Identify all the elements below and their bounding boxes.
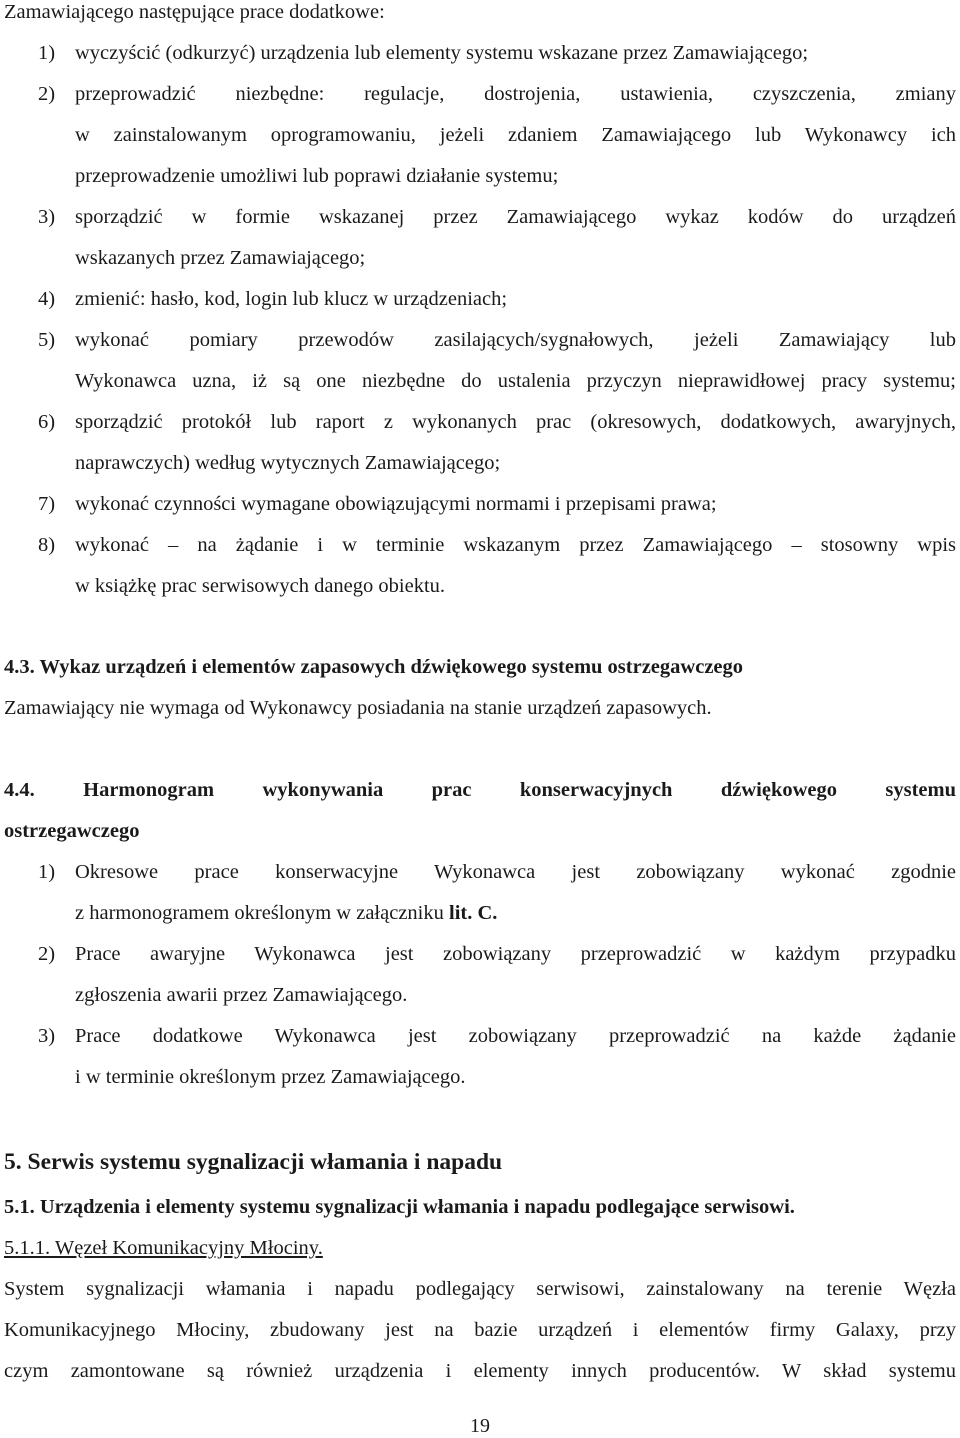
- list-item-line: wykonać czynności wymagane obowiązującymi normami i przepisami prawa;: [75, 493, 717, 515]
- paragraph-line: Komunikacyjnego Młociny, zbudowany jest na bazie urządzeń i elementów firmy Galaxy, przy: [4, 1319, 956, 1341]
- list-item-line: sporządzić w formie wskazanej przez Zamawiającego wykaz kodów do urządzeń: [75, 206, 956, 228]
- list-item-line: zgłoszenia awarii przez Zamawiającego.: [75, 984, 408, 1006]
- list-item-line: sporządzić protokół lub raport z wykonanych prac (okresowych, dodatkowych, awaryjnych,: [75, 411, 956, 433]
- list-item-line: [75, 901, 956, 925]
- section-heading-4-3: 4.3. Wykaz urządzeń i elementów zapasowych dźwiękowego systemu ostrzegawczego: [4, 656, 744, 678]
- list-item-line: przeprowadzić niezbędne: regulacje, dostrojenia, ustawienia, czyszczenia, zmiany: [75, 83, 956, 105]
- list-item-line: wykonać – na żądanie i w terminie wskazanym przez Zamawiającego – stosowny wpis: [75, 534, 956, 556]
- list-item-number: 6): [38, 411, 56, 433]
- list-item-line: naprawczych) według wytycznych Zamawiającego;: [75, 452, 501, 474]
- list-item-number: 4): [38, 288, 56, 310]
- section-heading-5-1: 5.1. Urządzenia i elementy systemu sygnalizacji włamania i napadu podlegające serwisowi.: [4, 1196, 795, 1218]
- list-item-line: w książkę prac serwisowych danego obiektu.: [75, 575, 446, 597]
- list-item-text: z harmonogramem określonym w załączniku: [75, 902, 449, 924]
- list-item-number: 2): [38, 943, 56, 965]
- section-heading-5-1-1: 5.1.1. Węzeł Komunikacyjny Młociny.: [4, 1237, 323, 1259]
- intro-text: Zamawiającego następujące prace dodatkowe:: [4, 1, 385, 23]
- list-item-line: Prace dodatkowe Wykonawca jest zobowiązany przeprowadzić na każde żądanie: [75, 1025, 956, 1047]
- list-item-line: wskazanych przez Zamawiającego;: [75, 247, 366, 269]
- list-item-line: Okresowe prace konserwacyjne Wykonawca jest zobowiązany wykonać zgodnie: [75, 861, 956, 883]
- list-item-line: i w terminie określonym przez Zamawiającego.: [75, 1066, 466, 1088]
- list-item-number: 3): [38, 206, 56, 228]
- list-item-number: 3): [38, 1025, 56, 1047]
- list-item-line: wykonać pomiary przewodów zasilających/sygnałowych, jeżeli Zamawiający lub: [75, 329, 956, 351]
- list-item-line: Wykonawca uzna, iż są one niezbędne do ustalenia przyczyn nieprawidłowej pracy systemu;: [75, 370, 956, 392]
- list-item-line: przeprowadzenie umożliwi lub poprawi działanie systemu;: [75, 165, 559, 187]
- paragraph-line: czym zamontowane są również urządzenia i elementy innych producentów. W skład systemu: [4, 1360, 956, 1382]
- paragraph-line: System sygnalizacji włamania i napadu podlegający serwisowi, zainstalowany na terenie Węzła: [4, 1278, 956, 1300]
- list-item-number: 8): [38, 534, 56, 556]
- list-item-number: 1): [38, 42, 56, 64]
- section-text-4-3: Zamawiający nie wymaga od Wykonawcy posiadania na stanie urządzeń zapasowych.: [4, 697, 712, 719]
- list-item-number: 1): [38, 861, 56, 883]
- list-item-line: Prace awaryjne Wykonawca jest zobowiązany przeprowadzić w każdym przypadku: [75, 943, 956, 965]
- list-item-line: w zainstalowanym oprogramowaniu, jeżeli zdaniem Zamawiającego lub Wykonawcy ich: [75, 124, 956, 146]
- list-item-number: 7): [38, 493, 56, 515]
- attachment-reference: lit. C.: [449, 902, 498, 924]
- page-number: 19: [470, 1415, 490, 1437]
- list-item-line: zmienić: hasło, kod, login lub klucz w urządzeniach;: [75, 288, 508, 310]
- list-item-line: wyczyścić (odkurzyć) urządzenia lub elementy systemu wskazane przez Zamawiającego;: [75, 42, 809, 64]
- list-item-number: 2): [38, 83, 56, 105]
- list-item-number: 5): [38, 329, 56, 351]
- section-heading-4-4: 4.4. Harmonogram wykonywania prac konserwacyjnych dźwiękowego systemu: [4, 779, 956, 801]
- section-heading-5: 5. Serwis systemu sygnalizacji włamania i napadu: [4, 1149, 503, 1175]
- section-heading-4-4-cont: ostrzegawczego: [4, 820, 140, 842]
